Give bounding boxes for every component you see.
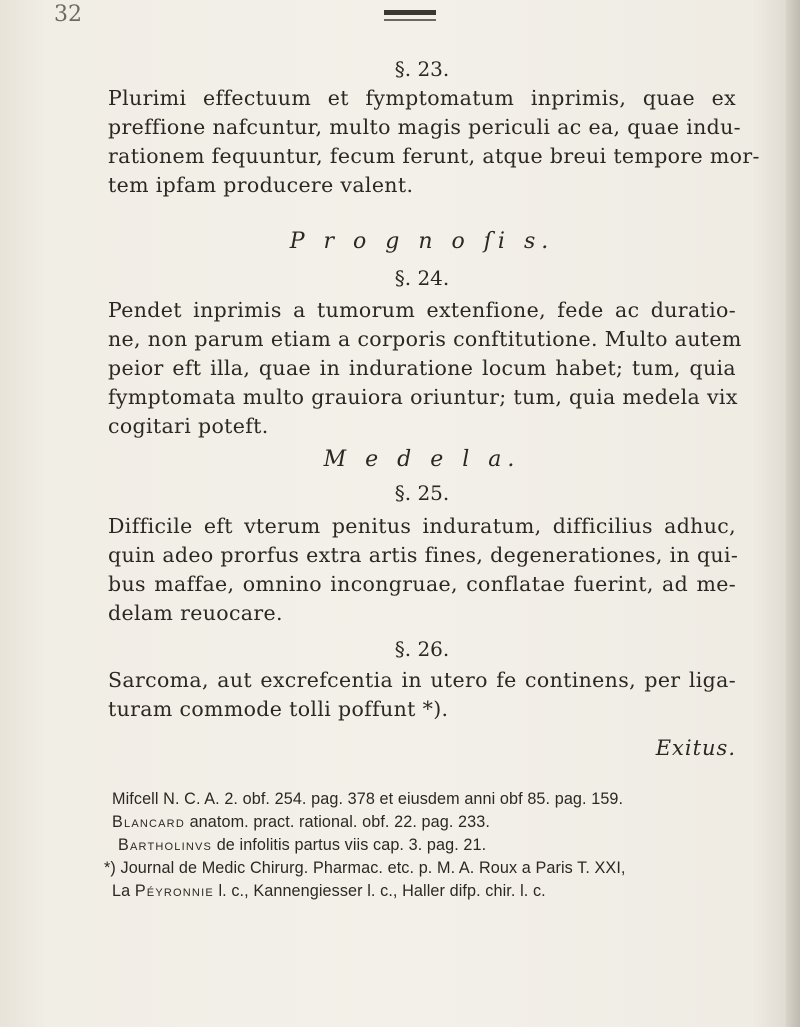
text-line: ne, non parum etiam a corporis conftitutione. Multo autem xyxy=(108,327,742,351)
text-line: tem ipfam producere valent. xyxy=(108,173,414,197)
page-number: 32 xyxy=(54,2,82,27)
section-23-body xyxy=(108,84,760,200)
section-number-23: §. 23. xyxy=(394,57,450,81)
text-line: peior eft illa, quae in induratione locum habet; tum, quia xyxy=(108,356,736,380)
text-line: Sarcoma, aut excrefcentia in utero fe continens, per liga- xyxy=(108,668,736,692)
section-24-body xyxy=(108,296,742,441)
section-number-24: §. 24. xyxy=(394,266,450,290)
footnote-line xyxy=(112,811,736,834)
text-line: fymptomata multo grauiora oriuntur; tum, quia medela vix xyxy=(108,385,738,409)
text-line: preffione nafcuntur, multo magis periculi ac ea, quae indu- xyxy=(108,115,741,139)
footnote-text: l. c., Kannengiesser l. c., Haller difp. chir. l. c. xyxy=(213,882,546,900)
section-number-26: §. 26. xyxy=(394,637,450,661)
footnote-text: de infolitis partus viis cap. 3. pag. 21. xyxy=(212,836,487,854)
text-line: Difficile eft vterum penitus induratum, difficilius adhuc, xyxy=(108,514,736,538)
text-line: Pendet inprimis a tumorum extenfione, fede ac duratio- xyxy=(108,298,736,322)
section-25-body xyxy=(108,512,739,628)
text-line: rationem fequuntur, fecum ferunt, atque breui tempore mor- xyxy=(108,144,760,168)
footnote-author: Bartholinvs xyxy=(118,836,213,854)
section-heading-medela: M e d e l a. xyxy=(323,447,521,472)
text-line: Plurimi effectuum et fymptomatum inprimis, quae ex xyxy=(108,86,736,110)
text-line: turam commode tolli poffunt *). xyxy=(108,697,449,721)
page-edge-shadow xyxy=(786,0,800,1027)
footnote-line xyxy=(112,880,736,903)
text-line: bus maffae, omnino incongruae, conflatae fuerint, ad me- xyxy=(108,572,736,596)
footnote-author: Blancard xyxy=(112,813,185,831)
header-rule-thin xyxy=(384,19,436,21)
section-26-body xyxy=(108,666,736,724)
footnotes xyxy=(104,788,736,903)
footnote-line xyxy=(104,857,736,880)
text-line: quin adeo prorfus extra artis fines, degenerationes, in qui- xyxy=(108,543,739,567)
exitus-heading: Exitus. xyxy=(655,736,736,760)
footnote-author: Péyronnie xyxy=(134,882,214,900)
footnote-text: Journal de Medic Chirurg. Pharmac. etc. p. M. A. Roux a Paris T. XXI, xyxy=(120,859,626,877)
text-line: cogitari poteft. xyxy=(108,414,269,438)
footnote-lead: La xyxy=(112,882,135,900)
header-rule xyxy=(384,10,436,15)
section-number-25: §. 25. xyxy=(394,481,450,505)
footnote-text: Mifcell N. C. A. 2. obf. 254. pag. 378 et eiusdem anni obf 85. pag. 159. xyxy=(112,790,624,808)
footnote-line xyxy=(112,834,736,857)
footnote-text: anatom. pract. rational. obf. 22. pag. 233. xyxy=(184,813,490,831)
footnote-line xyxy=(112,788,736,811)
footnote-lead: *) xyxy=(104,859,121,877)
section-heading-prognosis: P r o g n o ſi s. xyxy=(289,229,555,254)
text-line: delam reuocare. xyxy=(108,601,283,625)
